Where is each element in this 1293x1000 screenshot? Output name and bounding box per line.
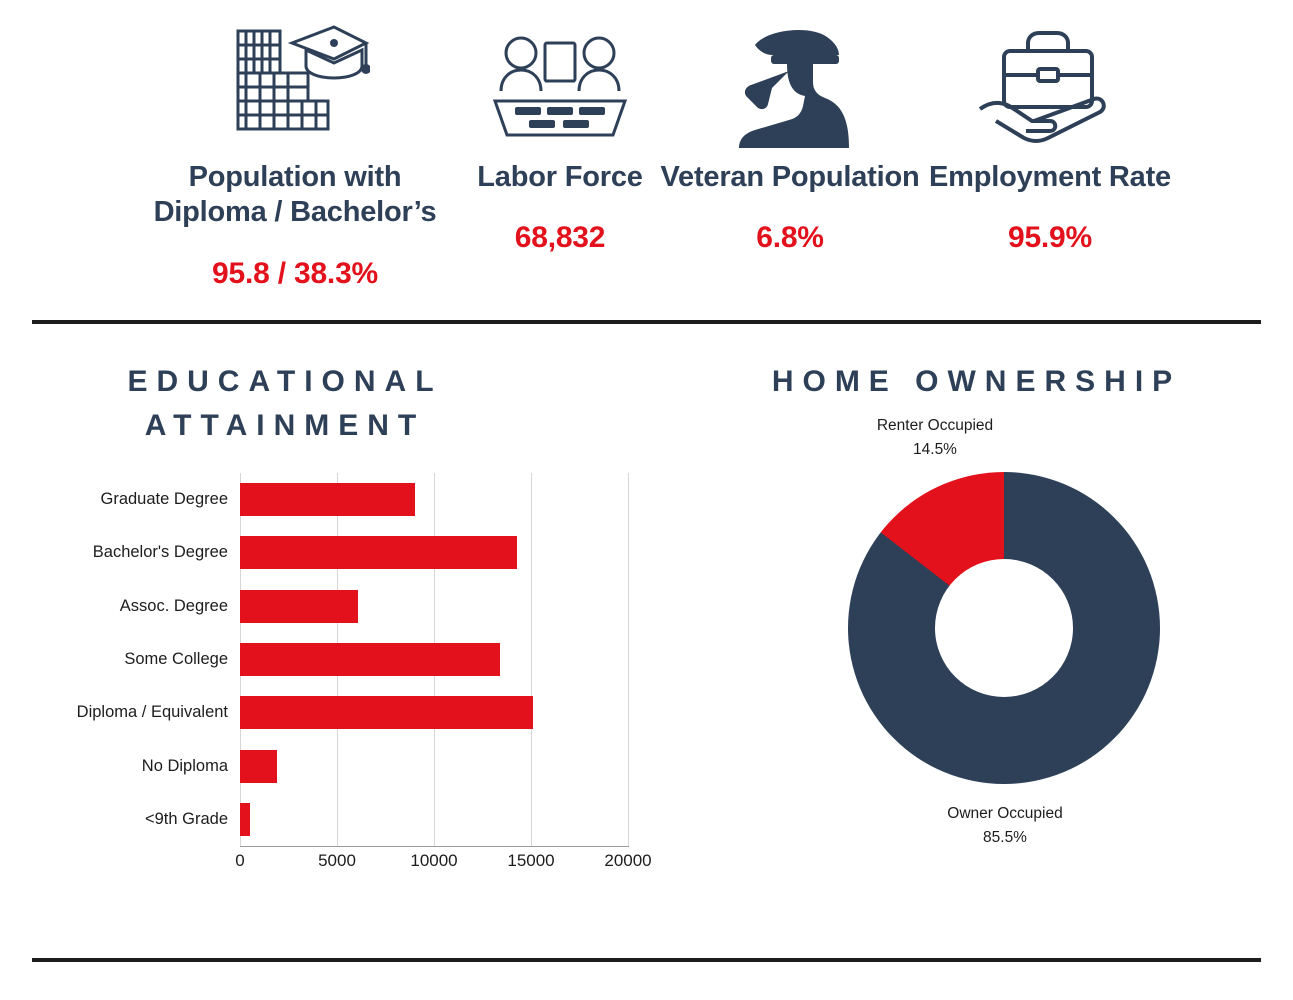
bar-fill	[240, 590, 358, 623]
x-tick-label: 15000	[507, 851, 555, 870]
bar-category-label: Assoc. Degree	[119, 596, 228, 615]
home-ownership-title: HOME OWNERSHIP	[771, 365, 1182, 398]
bar-category-label: No Diploma	[141, 756, 228, 775]
kpi-value: 68,832	[514, 221, 606, 255]
bar-category-label: Diploma / Equivalent	[76, 703, 228, 722]
x-axis-line	[240, 846, 629, 847]
bar-fill	[240, 803, 250, 836]
kpi-card-veteran	[660, 18, 920, 255]
kpi-label: Population with Diploma / Bachelor’s	[153, 161, 437, 229]
bar-category-label: Graduate Degree	[100, 490, 228, 509]
kpi-label: Employment Rate	[929, 161, 1171, 193]
renter-label-text: Renter Occupied	[876, 416, 994, 434]
home-ownership-chart	[660, 414, 1293, 846]
x-tick-label: 0	[235, 851, 245, 870]
table-row	[18, 633, 638, 686]
educational-attainment-chart	[18, 473, 652, 873]
owner-slice-label	[875, 802, 1135, 850]
bar-track	[240, 633, 630, 686]
kpi-value: 95.8 / 38.3%	[211, 256, 379, 290]
bar-fill	[240, 750, 277, 783]
saluting-soldier-icon	[715, 18, 865, 148]
bar-track	[240, 473, 630, 526]
x-axis-ticks	[235, 851, 652, 881]
kpi-card-employment	[920, 18, 1180, 255]
bar-rows	[18, 473, 638, 846]
table-row	[18, 793, 638, 846]
kpi-label: Veteran Population	[660, 161, 920, 193]
kpi-card-education	[140, 18, 450, 291]
kpi-strip	[0, 0, 1293, 320]
table-row	[18, 686, 638, 739]
bar-category-label: Bachelor's Degree	[92, 543, 228, 562]
table-row	[18, 473, 638, 526]
bar-category-label: <9th Grade	[144, 809, 228, 828]
x-tick-label: 20000	[604, 851, 652, 870]
x-tick-label: 10000	[410, 851, 458, 870]
bar-category-label: Some College	[124, 650, 228, 669]
donut-ring	[848, 472, 1160, 784]
bar-fill	[240, 643, 500, 676]
home-ownership-panel	[660, 324, 1293, 873]
bar-track	[240, 526, 630, 579]
table-row	[18, 580, 638, 633]
x-tick-label: 5000	[318, 851, 356, 870]
bar-track	[240, 686, 630, 739]
bar-track	[240, 793, 630, 846]
divider-bottom	[32, 958, 1261, 962]
kpi-value: 95.9%	[1007, 221, 1093, 255]
bar-track	[240, 580, 630, 633]
kpi-value: 6.8%	[756, 221, 824, 255]
owner-label-text: Owner Occupied	[947, 804, 1063, 822]
kpi-card-labor-force	[460, 18, 660, 255]
kpi-label: Labor Force	[477, 161, 643, 193]
hand-holding-briefcase-icon	[970, 18, 1130, 148]
educational-attainment-panel	[0, 324, 660, 873]
bar-fill	[240, 696, 533, 729]
owner-label-value: 85.5%	[983, 828, 1027, 846]
renter-slice-label	[805, 414, 1065, 462]
table-row	[18, 526, 638, 579]
bar-track	[240, 739, 630, 792]
table-row	[18, 739, 638, 792]
bar-fill	[240, 483, 415, 516]
donut-hole	[935, 559, 1073, 697]
bar-fill	[240, 536, 517, 569]
educational-attainment-title: EDUCATIONAL ATTAINMENT	[127, 365, 443, 442]
meeting-table-people-icon	[485, 18, 635, 148]
charts-section	[0, 324, 1293, 873]
renter-label-value: 14.5%	[913, 440, 957, 458]
graduation-cap-books-icon	[220, 18, 370, 148]
